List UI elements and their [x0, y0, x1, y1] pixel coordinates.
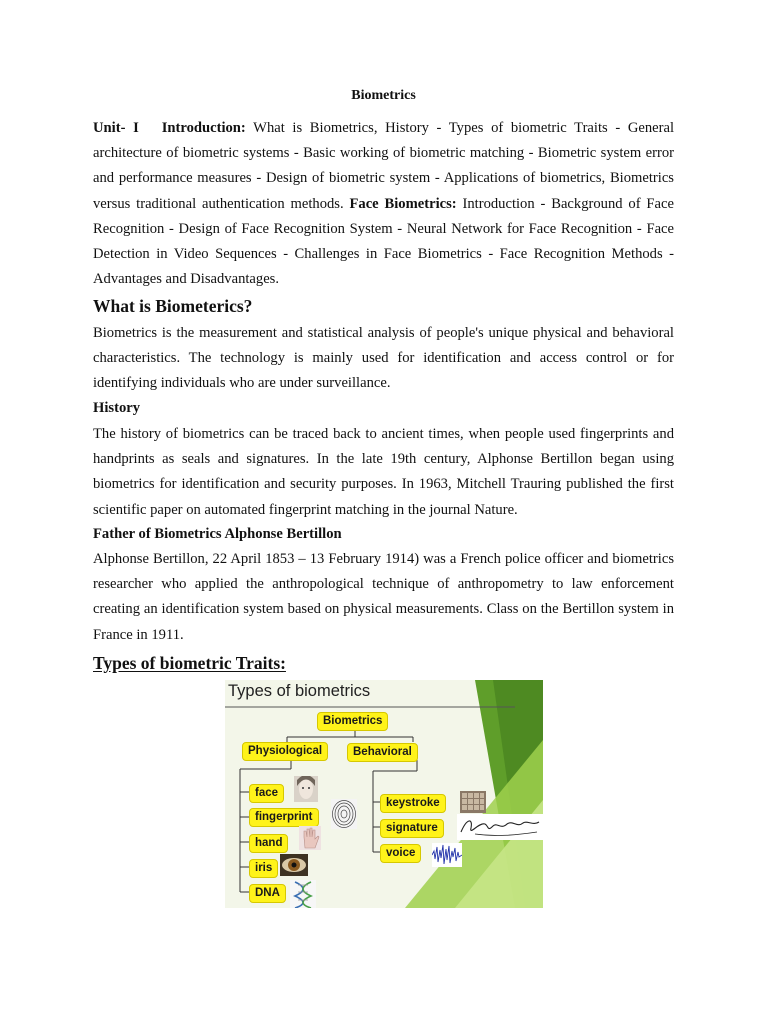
iris-node: iris — [249, 859, 278, 878]
types-heading: Types of biometric Traits: — [93, 653, 286, 673]
face-text: Introduction - Background of Face Recognition - Design of Face Recognition System - Neural Network for Face Recognition - Face Detection in Video Sequences - Challenges in Face Biometrics - Face Recognition Methods - Advantages and Disadvantages. — [93, 195, 674, 288]
intro-text: What is Biometrics, History - Types of biometric Traits - General architecture of biometric systems - Basic working of biometric matching - Biometric system error and performance measures - Design of biometric system - Applications of biometrics, Biometrics versus traditional authentication methods. — [93, 120, 675, 212]
what-paragraph: Biometrics is the measurement and statistical analysis of people's unique physical and behavioral characteristics. The technology is mainly used for identification and access control or for identifying individuals who are under surveillance. — [93, 325, 674, 392]
history-heading: History — [93, 400, 141, 416]
face-photo-icon — [294, 776, 318, 802]
hand-node: hand — [249, 834, 288, 853]
iris-eye-icon — [280, 854, 308, 876]
dna-node: DNA — [249, 884, 286, 903]
figure-title: Types of biometrics — [228, 682, 371, 700]
what-heading: What is Biometerics? — [93, 296, 253, 316]
signature-node: signature — [380, 819, 444, 838]
fingerprint-node: fingerprint — [249, 808, 319, 827]
face-node: face — [249, 784, 284, 803]
document-title: Biometrics — [351, 88, 416, 103]
father-heading: Father of Biometrics Alphonse Bertillon — [93, 526, 342, 542]
father-paragraph: Alphonse Bertillon, 22 April 1853 – 13 February 1914) was a French police officer and biometrics researcher who applied the anthropological technique of anthropometry to law enforcement creating an identification system based on physical measurements. Class on the Bertillon system in France in 1911. — [93, 551, 674, 643]
fingerprint-icon — [331, 799, 357, 829]
unit-syllabus — [93, 116, 674, 292]
root-node: Biometrics — [317, 712, 388, 731]
keyboard-icon — [460, 791, 486, 813]
biometrics-types-figure — [225, 680, 543, 908]
face-label: Face Biometrics: — [349, 195, 457, 212]
voice-waveform-icon — [432, 843, 462, 867]
keystroke-node: keystroke — [380, 794, 446, 813]
intro-label: Introduction: — [161, 120, 246, 136]
behavioral-node: Behavioral — [347, 743, 418, 762]
hand-icon — [299, 826, 321, 850]
dna-helix-icon — [290, 880, 316, 908]
unit-label: Unit- I — [93, 120, 139, 136]
history-paragraph: The history of biometrics can be traced back to ancient times, when people used fingerprints and handprints as seals and signatures. In the late 19th century, Alphonse Bertillon began using biometrics for identification and security purposes. In 1963, Mitchell Trauring published the first scientific paper on automated fingerprint matching in the journal Nature. — [93, 426, 674, 518]
signature-icon — [457, 814, 543, 840]
physiological-node: Physiological — [242, 742, 328, 761]
voice-node: voice — [380, 844, 421, 863]
